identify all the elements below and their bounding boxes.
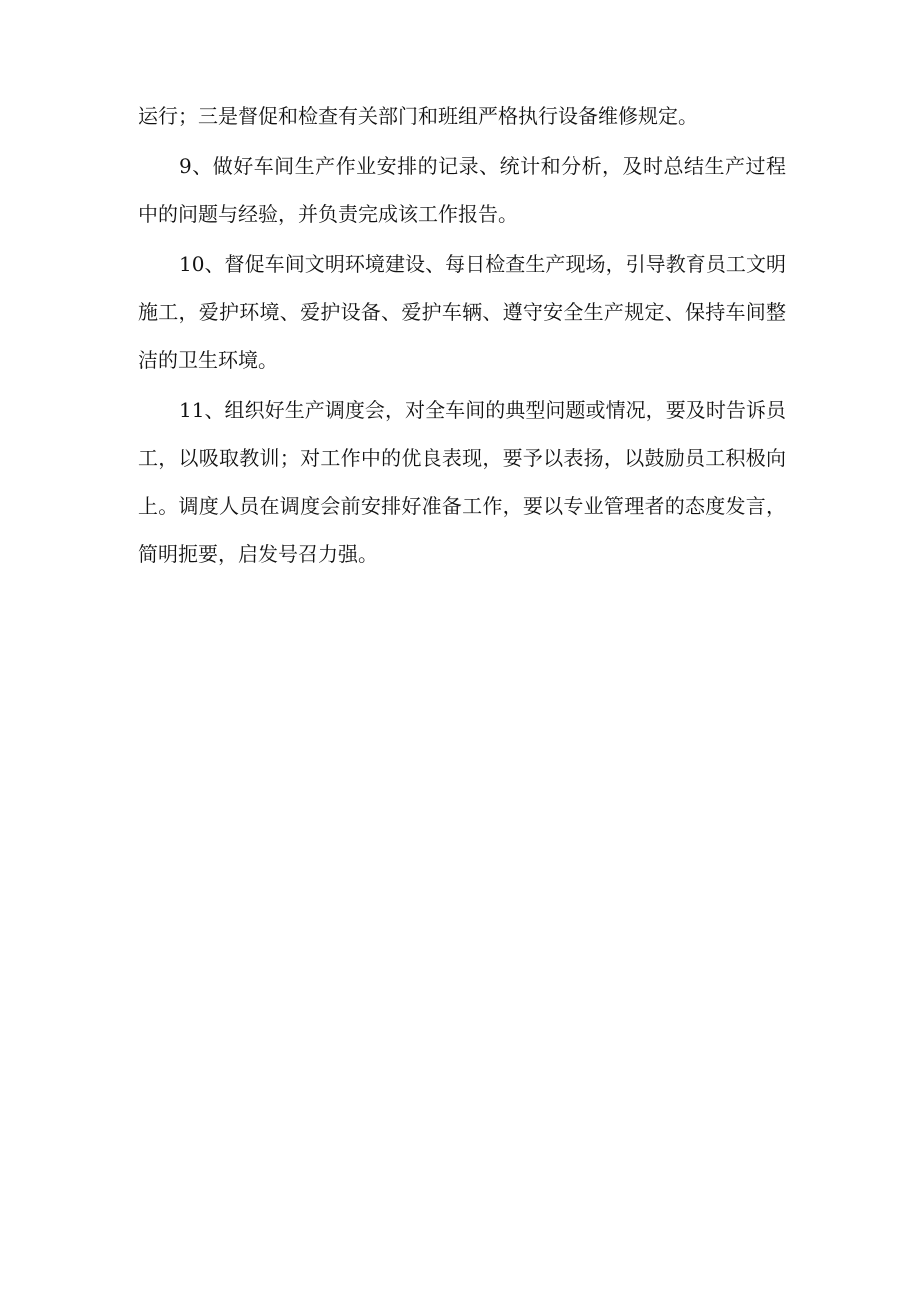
paragraph-continued [138, 92, 786, 140]
paragraph-item-9 [138, 142, 786, 238]
paragraph-item-10-text: 10、督促车间文明环境建设、每日检查生产现场，引导教育员工文明施工，爱护环境、爱护设备、爱护车辆、遵守安全生产规定、保持车间整洁的卫生环境。 [138, 252, 786, 372]
paragraph-item-10 [138, 240, 786, 384]
paragraph-item-9-text: 9、做好车间生产作业安排的记录、统计和分析，及时总结生产过程中的问题与经验，并负责完成该工作报告。 [138, 154, 786, 226]
paragraph-item-11 [138, 386, 786, 578]
document-body [138, 92, 786, 580]
paragraph-continued-text: 运行；三是督促和检查有关部门和班组严格执行设备维修规定。 [138, 104, 698, 128]
paragraph-item-11-text: 11、组织好生产调度会，对全车间的典型问题或情况，要及时告诉员工，以吸取教训；对工作中的优良表现，要予以表扬，以鼓励员工积极向上。调度人员在调度会前安排好准备工作，要以专业管理者的态度发言，简明扼要，启发号召力强。 [138, 398, 786, 566]
